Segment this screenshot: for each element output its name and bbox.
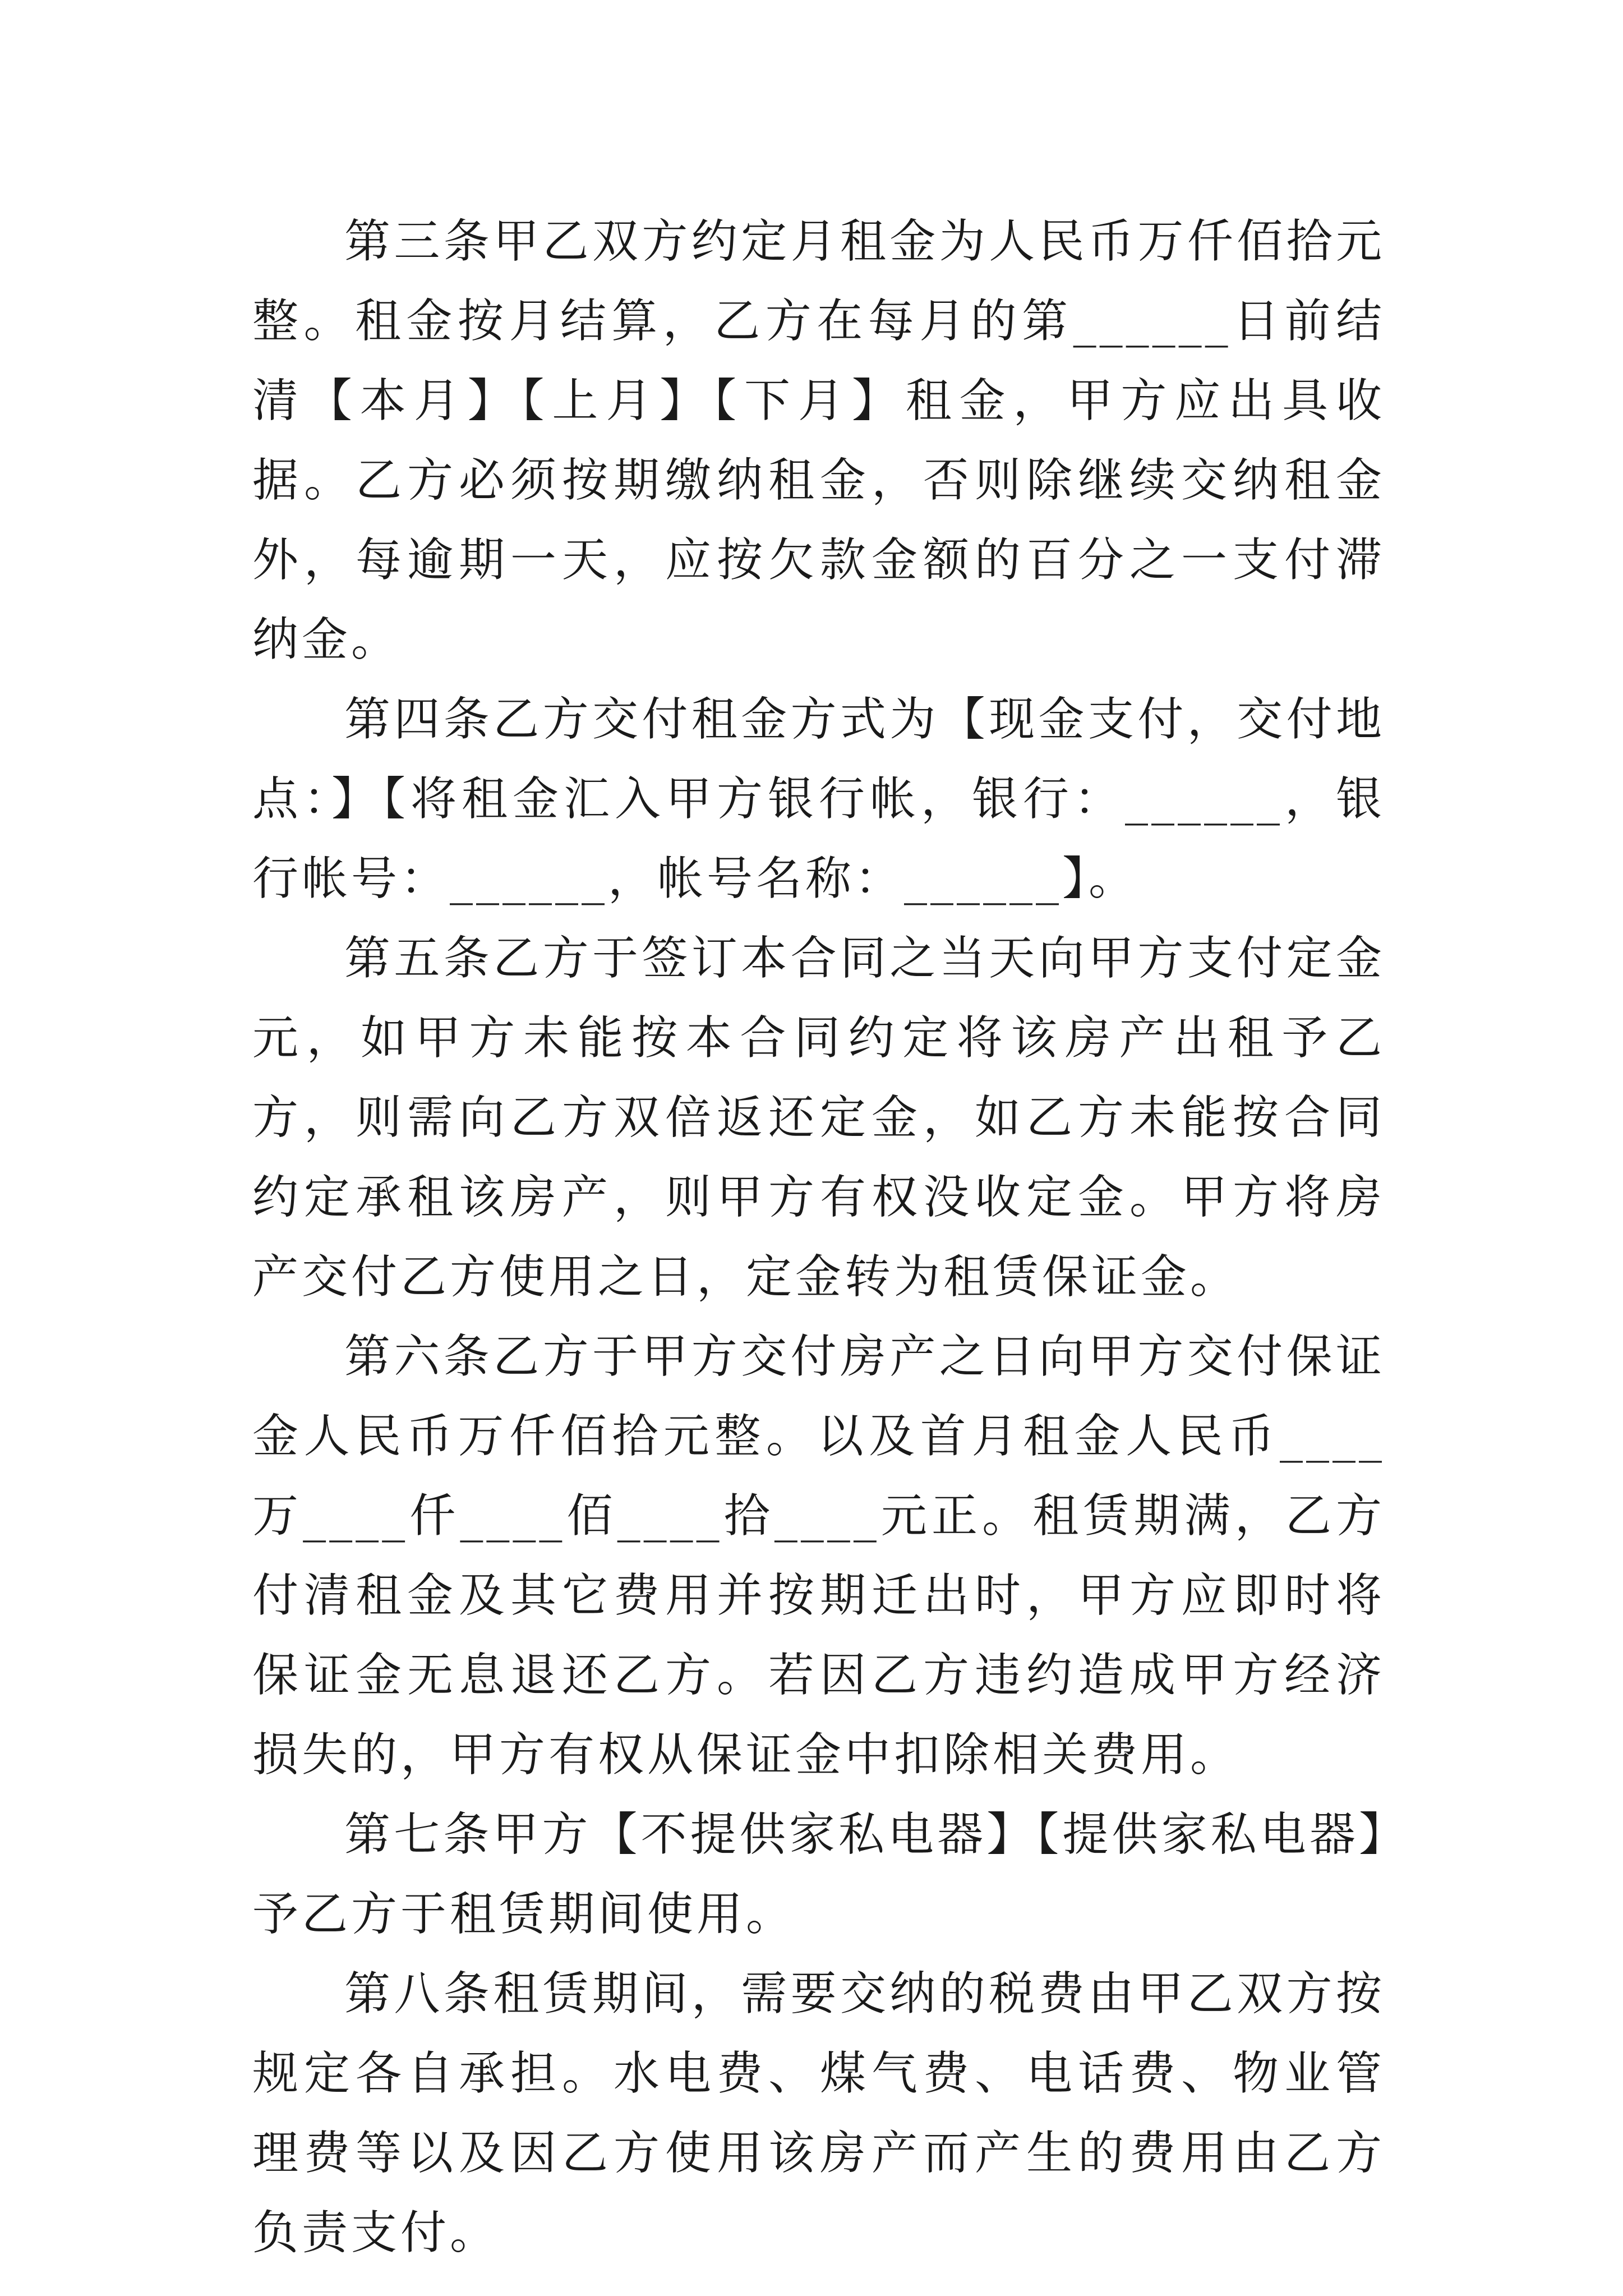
document-page [252,202,1385,2273]
clause-8-fees: 第八条租赁期间，需要交纳的税费由甲乙双方按规定各自承担。水电费、煤气费、电话费、物业管理费等以及因乙方使用该房产而产生的费用由乙方负责支付。 [252,1967,1385,2260]
clause-3-rent-amount: 第三条甲乙双方约定月租金为人民币万仟佰拾元整。租金按月结算，乙方在每月的第______日前结清【本月】【上月】【下月】租金，甲方应出具收据。乙方必须按期缴纳租金，否则除继续交纳租金外，每逾期一天，应按欠款金额的百分之一支付滞纳金。 [252,215,1385,666]
clause-6-security-deposit: 第六条乙方于甲方交付房产之日向甲方交付保证金人民币万仟佰拾元整。以及首月租金人民币____万____仟____佰____拾____元正。租赁期满，乙方付清租金及其它费用并按期迁出时，甲方应即时将保证金无息退还乙方。若因乙方违约造成甲方经济损失的，甲方有权从保证金中扣除相关费用。 [252,1330,1385,1782]
clause-5-deposit: 第五条乙方于签订本合同之当天向甲方支付定金元，如甲方未能按本合同约定将该房产出租予乙方，则需向乙方双倍返还定金，如乙方未能按合同约定承租该房产，则甲方有权没收定金。甲方将房产交付乙方使用之日，定金转为租赁保证金。 [252,932,1385,1304]
clause-7-furniture: 第七条甲方【不提供家私电器】【提供家私电器】予乙方于租赁期间使用。 [252,1808,1385,1941]
clause-4-payment-method: 第四条乙方交付租金方式为【现金支付，交付地点：】【将租金汇入甲方银行帐，银行：______，银行帐号：______，帐号名称：______】。 [252,693,1385,905]
